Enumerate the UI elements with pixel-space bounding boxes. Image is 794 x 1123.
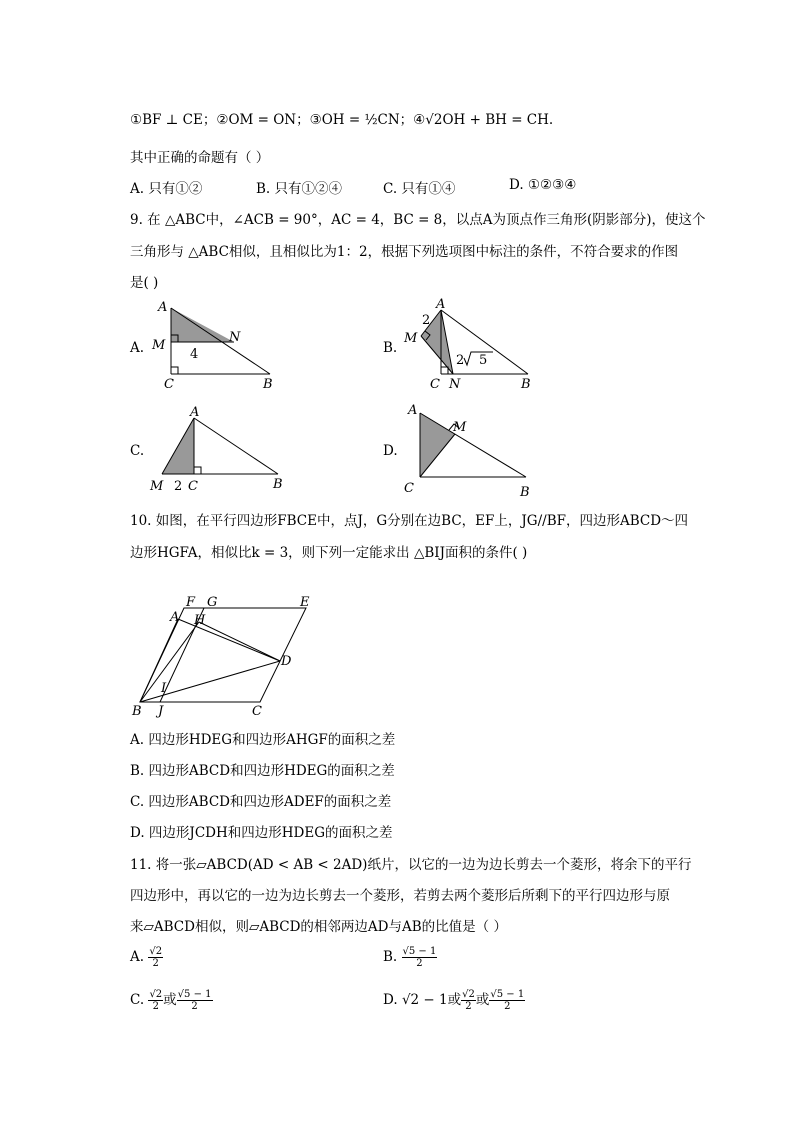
q11-stem-line1: 11. 将一张▱ABCD(AD < AB < 2AD)纸片，以它的一边为边长剪去一个菱形，将余下的平行 <box>130 857 692 873</box>
fig-a-label-n: N <box>229 330 241 345</box>
fig-a-length-4: 4 <box>190 347 199 362</box>
fig-c-length-2: 2 <box>174 479 183 494</box>
q8-option-c: C. 只有①④ <box>383 181 456 197</box>
q10-label-h: H <box>194 613 206 628</box>
fig-a-label-a: A <box>158 300 168 315</box>
q10-figure <box>128 594 328 724</box>
fig-b-label-m: M <box>404 331 418 346</box>
fig-d-label-c: C <box>404 481 414 496</box>
q9-option-d-label: D. <box>383 443 398 459</box>
q10-label-e: E <box>300 595 310 610</box>
q10-label-a: A <box>170 610 180 625</box>
fig-c-label-m: M <box>150 479 164 494</box>
q10-option-c: C. 四边形ABCD和四边形ADEF的面积之差 <box>130 794 392 810</box>
fig-c-label-b: B <box>273 477 283 492</box>
q10-label-d: D <box>281 654 292 669</box>
q10-label-i: I <box>161 681 167 696</box>
fig-d-label-a: A <box>408 403 418 418</box>
q9-figure-d <box>398 400 548 500</box>
q9-option-c-label: C. <box>130 443 145 459</box>
fig-a-label-c: C <box>164 377 174 392</box>
fig-d-label-m: M <box>453 420 467 435</box>
q10-option-a: A. 四边形HDEG和四边形AHGF的面积之差 <box>130 732 396 748</box>
q9-figure-a <box>140 296 290 396</box>
fig-b-length-radicand: 5 <box>479 353 488 368</box>
q10-option-b: B. 四边形ABCD和四边形HDEG的面积之差 <box>130 763 395 779</box>
fig-d-label-b: B <box>520 485 530 500</box>
fig-b-label-n: N <box>449 377 461 392</box>
q10-label-b: B <box>132 704 142 719</box>
q9-option-a-label: A. <box>130 340 145 356</box>
fig-b-label-c: C <box>430 377 440 392</box>
q9-option-b-label: B. <box>383 340 398 356</box>
fig-c-label-c: C <box>188 479 198 494</box>
fig-b-label-a: A <box>436 297 446 312</box>
q10-stem-line2: 边形HGFA，相似比k = 3，则下列一定能求出 △BIJ面积的条件( ) <box>130 545 528 561</box>
q9-stem-line2: 三角形与 △ABC相似，且相似比为1：2，根据下列选项图中标注的条件，不符合要求的作图 <box>130 244 679 260</box>
fig-b-length-2: 2 <box>422 313 431 328</box>
fig-b-length-coef: 2 <box>456 353 465 368</box>
q8-option-a: A. 只有①② <box>130 181 203 197</box>
q11-stem-line3: 来▱ABCD相似，则▱ABCD的相邻两边AD与AB的比值是（ ） <box>130 919 507 935</box>
q10-label-f: F <box>186 595 196 610</box>
q9-figure-b <box>398 296 548 396</box>
q10-label-j: J <box>158 704 164 719</box>
q9-stem-line1: 9. 在 △ABC中，∠ACB = 90°，AC = 4，BC = 8，以点A为顶点作三角形(阴影部分)，使这个 <box>130 212 706 228</box>
q10-label-g: G <box>207 595 218 610</box>
q10-label-c: C <box>252 704 262 719</box>
fig-a-label-b: B <box>263 377 273 392</box>
fig-b-label-b: B <box>521 377 531 392</box>
q11-option-a: A. $\frac{√2}{2}$ <box>130 946 163 969</box>
q8-propositions: ①BF ⊥ CE；②OM = ON；③OH = ½CN；④√2OH + BH = CH. <box>130 112 554 128</box>
q11-option-d: D. √2 − 1或 $\frac{√2}{2}$ 或 $\frac{√5 - 1}{2}$ <box>383 989 525 1012</box>
q9-figure-c <box>140 402 290 497</box>
q10-stem-line1: 10. 如图，在平行四边形FBCE中，点J，G分别在边BC，EF上，JG//BF，四边形ABCD～四 <box>130 513 689 529</box>
fig-c-label-a: A <box>190 405 200 420</box>
q11-option-c: C. $\frac{√2}{2}$ 或 $\frac{√5 - 1}{2}$ <box>130 989 212 1012</box>
q11-stem-line2: 四边形中，再以它的一边为边长剪去一个菱形，若剪去两个菱形后所剩下的平行四边形与原 <box>130 888 670 904</box>
q8-option-d: D. ①②③④ <box>509 177 577 193</box>
q8-prompt: 其中正确的命题有（ ） <box>130 150 270 166</box>
q11-option-b: B. $\frac{√5 - 1}{2}$ <box>383 946 437 969</box>
q9-stem-line3: 是( ) <box>130 275 159 291</box>
fig-a-label-m: M <box>152 338 166 353</box>
q8-option-b: B. 只有①②④ <box>256 181 343 197</box>
q10-option-d: D. 四边形JCDH和四边形HDEG的面积之差 <box>130 825 393 841</box>
